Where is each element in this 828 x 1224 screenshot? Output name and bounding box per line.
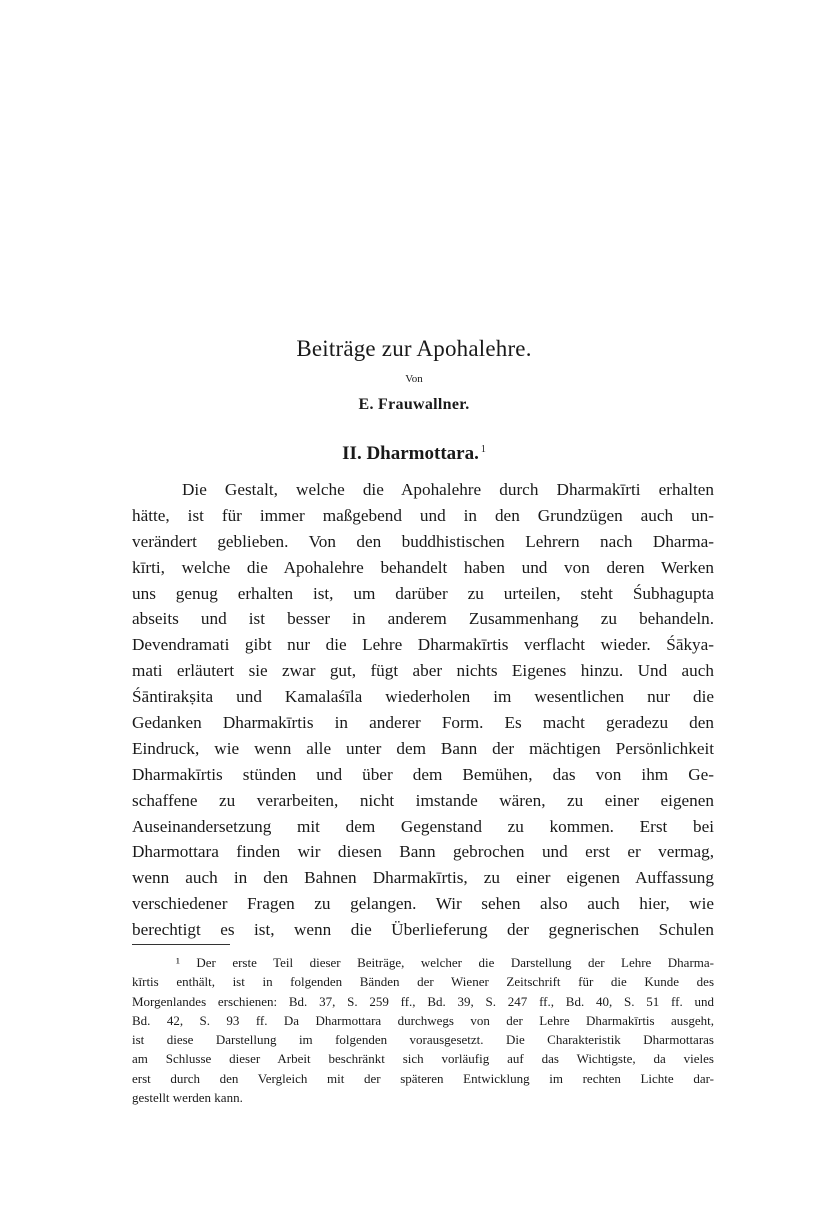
body-line: abseits und ist besser in anderem Zusammenhang zu behandeln. bbox=[132, 609, 714, 629]
byline-von: Von bbox=[405, 373, 423, 385]
footnote-divider bbox=[132, 944, 230, 945]
article-title: Beiträge zur Apohalehre. bbox=[296, 336, 532, 361]
footnote-line: ist diese Darstellung im folgenden vorausgesetzt. Die Charakteristik Dharmottaras bbox=[132, 1032, 714, 1048]
body-line: verschiedener Fragen zu gelangen. Wir sehen also auch hier, wie bbox=[132, 894, 714, 914]
body-line: schaffene zu verarbeiten, nicht imstande wären, zu einer eigenen bbox=[132, 790, 714, 810]
footnote-line: Morgenlandes erschienen: Bd. 37, S. 259 ff., Bd. 39, S. 247 ff., Bd. 40, S. 51 ff. und bbox=[132, 993, 714, 1009]
footnote-mark: 1 bbox=[480, 444, 486, 455]
body-line: Śāntirakṣita und Kamalaśīla wiederholen im wesentlichen nur die bbox=[132, 687, 714, 707]
body-line: mati erläutert sie zwar gut, fügt aber nichts Eigenes hinzu. Und auch bbox=[132, 661, 714, 681]
body-line: Die Gestalt, welche die Apohalehre durch Dharmakīrti erhalten bbox=[182, 480, 714, 499]
footnote-line: Bd. 42, S. 93 ff. Da Dharmottara durchwegs von der Lehre Dharmakīrtis ausgeht, bbox=[132, 1012, 714, 1028]
body-line: verändert geblieben. Von den buddhistischen Lehrern nach Dharma- bbox=[132, 531, 714, 551]
body-line: Auseinandersetzung mit dem Gegenstand zu kommen. Erst bei bbox=[132, 816, 714, 836]
footnote-line: gestellt werden kann. bbox=[132, 1090, 243, 1106]
body-line: Devendramati gibt nur die Lehre Dharmakīrtis verflacht wieder. Śākya- bbox=[132, 635, 714, 655]
body-text bbox=[132, 477, 714, 943]
author-name: E. Frauwallner. bbox=[358, 396, 470, 413]
footnote-line: am Schlusse dieser Arbeit beschränkt sich vorläufig auf das Wichtigste, da vieles bbox=[132, 1051, 714, 1067]
body-line: Eindruck, wie wenn alle unter dem Bann der mächtigen Persönlichkeit bbox=[132, 738, 714, 758]
body-line: Dharmakīrtis stünden und über dem Bemühen, das von ihm Ge- bbox=[132, 764, 714, 784]
body-line: uns genug erhalten ist, um darüber zu urteilen, steht Śubhagupta bbox=[132, 583, 714, 603]
body-line: Dharmottara finden wir diesen Bann gebrochen und erst er vermag, bbox=[132, 842, 714, 862]
body-line: Gedanken Dharmakīrtis in anderer Form. Es macht geradezu den bbox=[132, 713, 714, 733]
footnote-line: erst durch den Vergleich mit der späteren Entwicklung im rechten Lichte dar- bbox=[132, 1070, 714, 1086]
footnote-line: kīrtis enthält, ist in folgenden Bänden der Wiener Zeitschrift für die Kunde des bbox=[132, 974, 714, 990]
section-heading bbox=[0, 443, 828, 465]
footnote bbox=[132, 953, 714, 1107]
body-line: hätte, ist für immer maßgebend und in den Grundzügen auch un- bbox=[132, 505, 714, 525]
body-line: kīrti, welche die Apohalehre behandelt haben und von deren Werken bbox=[132, 557, 714, 577]
section-heading-text: II. Dharmottara. bbox=[342, 443, 479, 464]
body-line: berechtigt es ist, wenn die Überlieferung der gegnerischen Schulen bbox=[132, 920, 714, 940]
footnote-line: ¹ Der erste Teil dieser Beiträge, welcher die Darstellung der Lehre Dharma- bbox=[176, 955, 714, 970]
body-line: wenn auch in den Bahnen Dharmakīrtis, zu einer eigenen Auffassung bbox=[132, 868, 714, 888]
